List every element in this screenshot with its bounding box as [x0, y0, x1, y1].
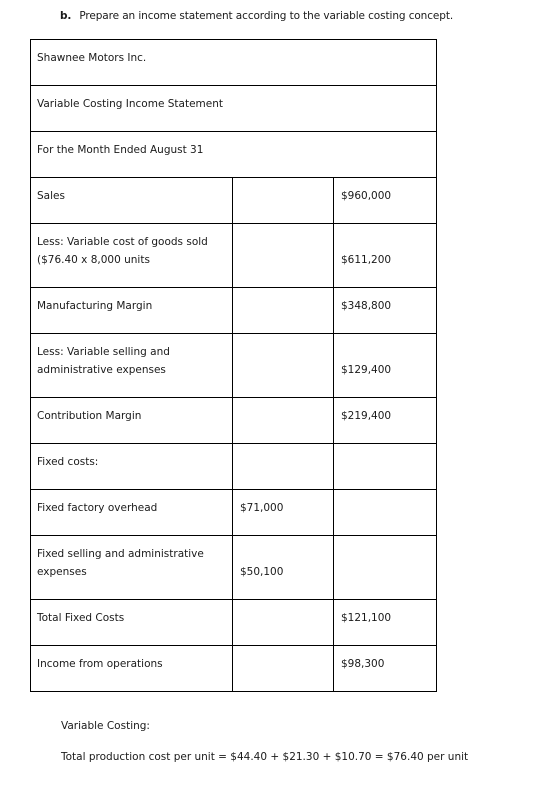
row-label: [31, 490, 233, 536]
row-label: [31, 288, 233, 334]
row-label-line: Income from operations: [37, 658, 163, 670]
total-amount: [334, 444, 437, 490]
row-label: [31, 398, 233, 444]
row-label-line: Manufacturing Margin: [37, 300, 153, 312]
table-row: [31, 288, 437, 334]
table-row: [31, 600, 437, 646]
table-row: [31, 398, 437, 444]
detail-amount: [233, 444, 334, 490]
total-amount: [334, 490, 437, 536]
row-label-line: Total Fixed Costs: [37, 612, 125, 624]
instruction-letter: b.: [60, 10, 72, 22]
statement-period: For the Month Ended August 31: [31, 132, 437, 178]
title-row: [31, 86, 437, 132]
row-label: [31, 224, 233, 288]
detail-amount: [233, 334, 334, 398]
detail-amount: $50,100: [233, 536, 334, 600]
row-label-line: administrative expenses: [37, 364, 166, 376]
total-amount: $98,300: [334, 646, 437, 692]
company-name: Shawnee Motors Inc.: [31, 40, 437, 86]
row-label: [31, 444, 233, 490]
table-row: [31, 444, 437, 490]
table-row: [31, 178, 437, 224]
row-label-line: ($76.40 x 8,000 units: [37, 254, 150, 266]
table-row: [31, 536, 437, 600]
instruction: [60, 10, 453, 22]
table-row: [31, 224, 437, 288]
table-row: [31, 646, 437, 692]
detail-amount: [233, 178, 334, 224]
detail-amount: [233, 288, 334, 334]
row-label: [31, 536, 233, 600]
row-label-line: Fixed costs:: [37, 456, 99, 468]
row-label-line: Fixed factory overhead: [37, 502, 158, 514]
total-amount: [334, 536, 437, 600]
total-amount: $219,400: [334, 398, 437, 444]
total-amount: $960,000: [334, 178, 437, 224]
row-label: [31, 600, 233, 646]
row-label: [31, 334, 233, 398]
period-row: [31, 132, 437, 178]
note-formula: Total production cost per unit = $44.40 + $21.30 + $10.70 = $76.40 per unit: [61, 751, 469, 763]
total-amount: $611,200: [334, 224, 437, 288]
total-amount: $348,800: [334, 288, 437, 334]
row-label-line: expenses: [37, 566, 87, 578]
total-amount: $129,400: [334, 334, 437, 398]
detail-amount: [233, 646, 334, 692]
row-label-line: Less: Variable cost of goods sold: [37, 236, 208, 248]
statement-title: Variable Costing Income Statement: [31, 86, 437, 132]
row-label-line: Fixed selling and administrative: [37, 548, 204, 560]
row-label: [31, 646, 233, 692]
instruction-text: Prepare an income statement according to the variable costing concept.: [79, 10, 454, 22]
row-label-line: Sales: [37, 190, 65, 202]
company-row: [31, 40, 437, 86]
table-row: [31, 334, 437, 398]
table-row: [31, 490, 437, 536]
note-heading: Variable Costing:: [61, 720, 150, 732]
detail-amount: $71,000: [233, 490, 334, 536]
total-amount: $121,100: [334, 600, 437, 646]
row-label: [31, 178, 233, 224]
income-statement-table: [30, 39, 437, 692]
detail-amount: [233, 398, 334, 444]
detail-amount: [233, 224, 334, 288]
row-label-line: Contribution Margin: [37, 410, 142, 422]
row-label-line: Less: Variable selling and: [37, 346, 170, 358]
detail-amount: [233, 600, 334, 646]
